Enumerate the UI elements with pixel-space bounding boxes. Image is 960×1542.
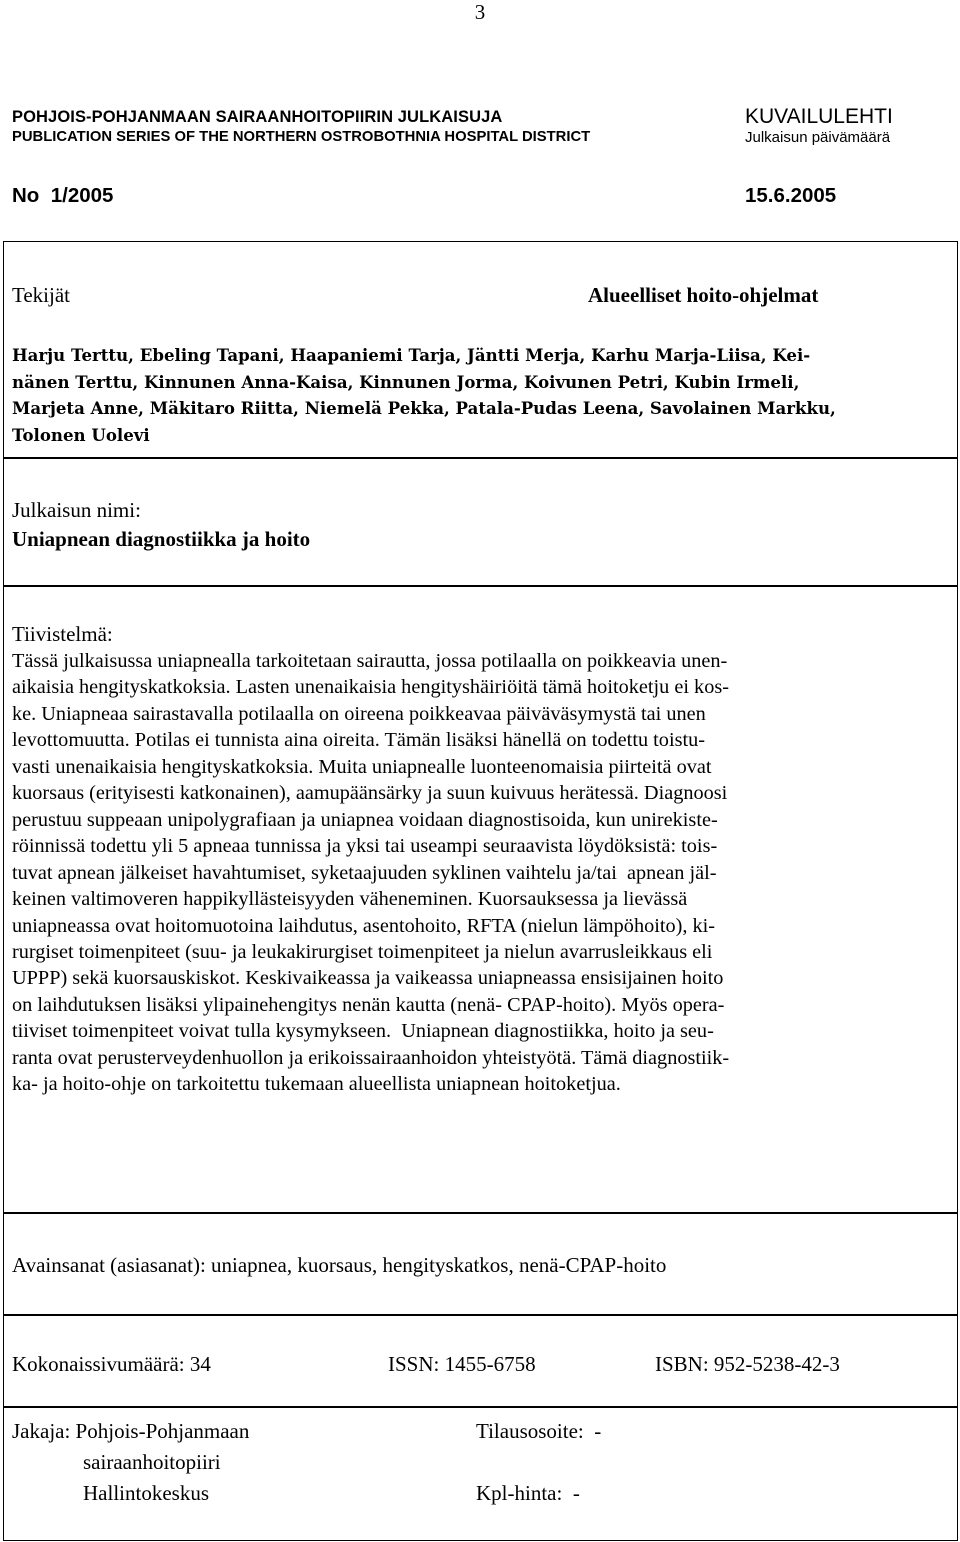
issn: ISSN: 1455-6758: [388, 1352, 536, 1376]
keywords: Avainsanat (asiasanat): uniapnea, kuorsaus, hengityskatkos, nenä-CPAP-hoito: [12, 1253, 667, 1277]
abstract-box: [3, 585, 958, 1214]
abstract-line: kuorsaus (erityisesti katkonainen), aamupäänsärky ja suun kuivuus herätessä. Diagnoosi: [12, 782, 728, 805]
distributor-line-2: sairaanhoitopiiri: [83, 1450, 221, 1474]
author-line: nänen Terttu, Kinnunen Anna-Kaisa, Kinnunen Jorma, Koivunen Petri, Kubin Irmeli,: [12, 371, 800, 392]
document-type-block: [745, 104, 893, 147]
abstract-label: Tiivistelmä:: [12, 622, 113, 646]
publication-name-label: Julkaisun nimi:: [12, 498, 141, 522]
issue-number: No 1/2005: [12, 184, 114, 207]
abstract-line: tuvat apnean jälkeiset havahtumiset, syketaajuuden syklinen vaihtelu ja/tai apnean jäl-: [12, 861, 717, 884]
abstract-line: UPPP) sekä kuorsauskiskot. Keskivaikeassa ja vaikeassa uniapneassa ensisijainen hoito: [12, 967, 724, 990]
abstract-line: ranta ovat perusterveydenhuollon ja erikoissairaanhoidon yhteistyötä. Tämä diagnostiik-: [12, 1046, 730, 1069]
isbn: ISBN: 952-5238-42-3: [655, 1352, 840, 1376]
abstract-line: ka- ja hoito-ohje on tarkoitettu tukemaan alueellista uniapnean hoitoketjua.: [12, 1073, 621, 1096]
abstract-line: vasti unenaikaisia hengityskatkoksia. Muita uniapnealle luonteenomaisia piirteitä ovat: [12, 755, 712, 778]
abstract-line: Tässä julkaisussa uniapnealla tarkoitetaan sairautta, jossa potilaalla on poikkeavia unen-: [12, 650, 728, 672]
publication-name: Uniapnean diagnostiikka ja hoito: [12, 527, 311, 551]
publication-date: 15.6.2005: [745, 184, 837, 207]
abstract-line: keinen valtimoveren happikyllästeisyyden väheneminen. Kuorsauksessa ja lievässä: [12, 888, 688, 911]
author-list: [12, 342, 950, 448]
order-address: Tilausosoite: -: [476, 1419, 602, 1443]
page-count: Kokonaissivumäärä: 34: [12, 1352, 211, 1376]
abstract-text: [12, 648, 950, 1098]
metadata-box: [3, 1314, 958, 1408]
publication-series: [12, 106, 590, 146]
abstract-line: perustuu suppeaan unipolygrafiaan ja uniapnea voidaan diagnostisoida, kun unirekiste-: [12, 808, 718, 831]
date-label: Julkaisun päivämäärä: [745, 129, 891, 146]
abstract-line: levottomuutta. Potilas ei tunnista aina oireita. Tämän lisäksi hänellä on todettu toistu-: [12, 729, 705, 752]
distributor: Jakaja: Pohjois-Pohjanmaan: [12, 1419, 250, 1443]
abstract-line: ke. Uniapneaa sairastavalla potilaalla on oireena poikkeavaa päiväväsymystä tai unen: [12, 702, 706, 725]
abstract-line: uniapneassa ovat hoitomuotoina laihdutus, asentohoito, RFTA (nielun lämpöhoito), ki-: [12, 914, 716, 937]
abstract-line: röinnissä todettu yli 5 apneaa tunnissa ja yksi tai useampi seuraavista löydöksistä: tois-: [12, 835, 718, 858]
page-number: 3: [474, 0, 486, 24]
series-title-fi: POHJOIS-POHJANMAAN SAIRAANHOITOPIIRIN JULKAISUJA: [12, 108, 503, 126]
abstract-line: rurgiset toimenpiteet (suu- ja leukakirurgiset toimenpiteet ja nielun avarrusleikkaus eli: [12, 940, 713, 963]
abstract-line: tiiviset toimenpiteet voivat tulla kysymykseen. Uniapnean diagnostiikka, hoito ja seu-: [12, 1020, 714, 1043]
authors-label: Tekijät: [12, 283, 71, 307]
publication-name-box: [3, 457, 958, 587]
keywords-box: [3, 1212, 958, 1316]
distribution-box: [3, 1406, 958, 1541]
unit-price: Kpl-hinta: -: [476, 1481, 580, 1505]
authors-box: [3, 241, 958, 459]
document-type: KUVAILULEHTI: [745, 105, 893, 128]
distributor-line-3: Hallintokeskus: [83, 1481, 209, 1505]
series-name: Alueelliset hoito-ohjelmat: [588, 283, 819, 307]
abstract-line: aikaisia hengityskatkoksia. Lasten unenaikaisia hengityshäiriöitä tämä hoitoketju ei kos-: [12, 676, 729, 699]
author-line: Harju Terttu, Ebeling Tapani, Haapaniemi Tarja, Jäntti Merja, Karhu Marja-Liisa, Kei-: [12, 345, 811, 365]
author-line: Tolonen Uolevi: [12, 424, 150, 445]
series-title-en: PUBLICATION SERIES OF THE NORTHERN OSTROBOTHNIA HOSPITAL DISTRICT: [12, 129, 591, 145]
author-line: Marjeta Anne, Mäkitaro Riitta, Niemelä Pekka, Patala-Pudas Leena, Savolainen Markku,: [12, 398, 836, 418]
abstract-line: on laihdutuksen lisäksi ylipainehengitys nenän kautta (nenä- CPAP-hoito). Myös opera-: [12, 993, 725, 1016]
